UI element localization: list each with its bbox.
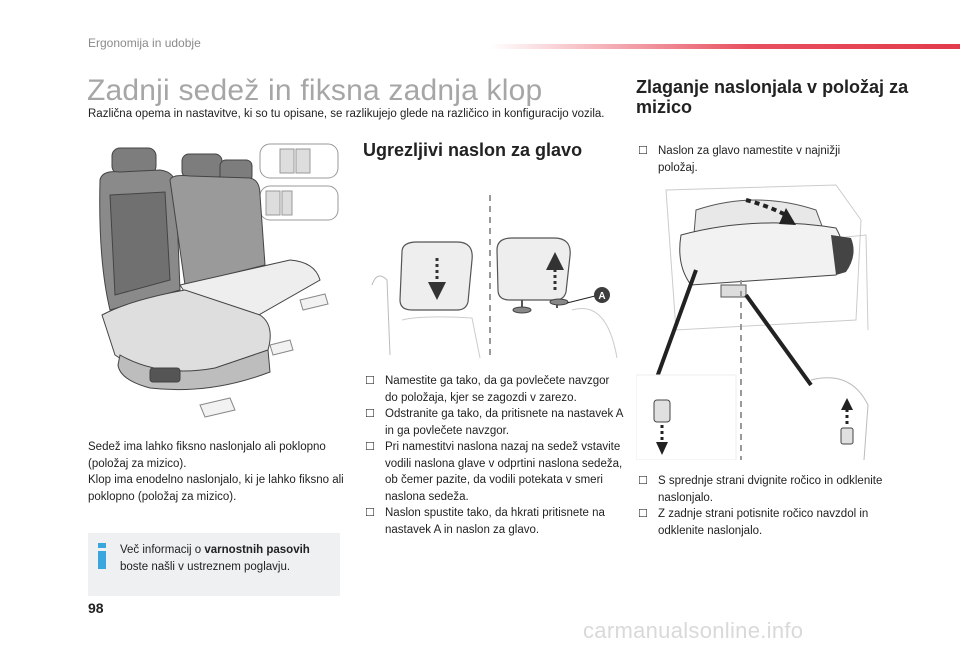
arrow-up-icon <box>841 398 853 410</box>
rear-seats-illustration <box>90 140 345 425</box>
info-bold-text: varnostnih pasovih <box>204 544 310 556</box>
list-item: ☐ Namestite ga tako, da ga povlečete navzgor do položaja, kjer se zagozdi v zarezo. <box>365 375 610 404</box>
header-accent-bar <box>490 44 960 49</box>
folding-instruction-top <box>638 143 878 176</box>
checkbox-icon: ☐ <box>365 408 375 420</box>
page-number: 98 <box>88 600 104 616</box>
checkbox-icon: ☐ <box>365 507 375 519</box>
checkbox-icon: ☐ <box>365 375 375 387</box>
info-icon <box>96 542 108 570</box>
seat-description <box>88 439 350 505</box>
folding-instructions <box>638 473 888 539</box>
headrest-heading: Ugrezljivi naslon za glavo <box>363 140 583 160</box>
page-title: Zadnji sedež in fiksna zadnja klop <box>87 74 543 107</box>
seat-description-line: Sedež ima lahko fiksno naslonjalo ali poklopno (položaj za mizico). <box>88 441 326 470</box>
watermark: carmanualsonline.info <box>583 618 804 643</box>
checkbox-icon: ☐ <box>638 145 648 157</box>
label-a: A <box>598 291 606 302</box>
checkbox-icon: ☐ <box>638 508 648 520</box>
section-title: Ergonomija in udobje <box>88 36 201 50</box>
list-item: ☐ Z zadnje strani potisnite ročico navzdol in odklenite naslonjalo. <box>638 508 869 537</box>
bench-description-line: Klop ima enodelno naslonjalo, ki je lahko fiksno ali poklopno (položaj za mizico). <box>88 474 344 503</box>
list-item: ☐ Naslon spustite tako, da hkrati pritisnete na nastavek A in naslon za glavo. <box>365 507 605 536</box>
info-box <box>88 533 340 596</box>
info-text: Več informacij o varnostnih pasovih boste našli v ustreznem poglavju. <box>120 544 310 573</box>
headrest-instructions <box>365 373 623 538</box>
list-item: ☐ Naslon za glavo namestite v najnižji položaj. <box>638 145 841 174</box>
checkbox-icon: ☐ <box>365 441 375 453</box>
checkbox-icon: ☐ <box>638 475 648 487</box>
list-item: ☐ Odstranite ga tako, da pritisnete na nastavek A in ga povlečete navzgor. <box>365 408 623 437</box>
folding-heading: Zlaganje naslonjala v položaj za mizico <box>636 77 909 117</box>
folding-illustration <box>636 180 876 460</box>
vehicle-layout-diagram <box>260 144 338 220</box>
list-item: ☐ S sprednje strani dvignite ročico in odklenite naslonjalo. <box>638 475 883 504</box>
list-item: ☐ Pri namestitvi naslona nazaj na sedež vstavite vodili naslona glave v odprtini naslona sedeža, ob čemer pazite, da vodili potekata v smeri naslona sedeža. <box>365 441 623 503</box>
headrest-illustration <box>362 190 622 360</box>
intro-text: Različna opema in nastavitve, ki so tu opisane, se razlikujejo glede na različico in konfiguracijo vozila. <box>88 108 605 120</box>
